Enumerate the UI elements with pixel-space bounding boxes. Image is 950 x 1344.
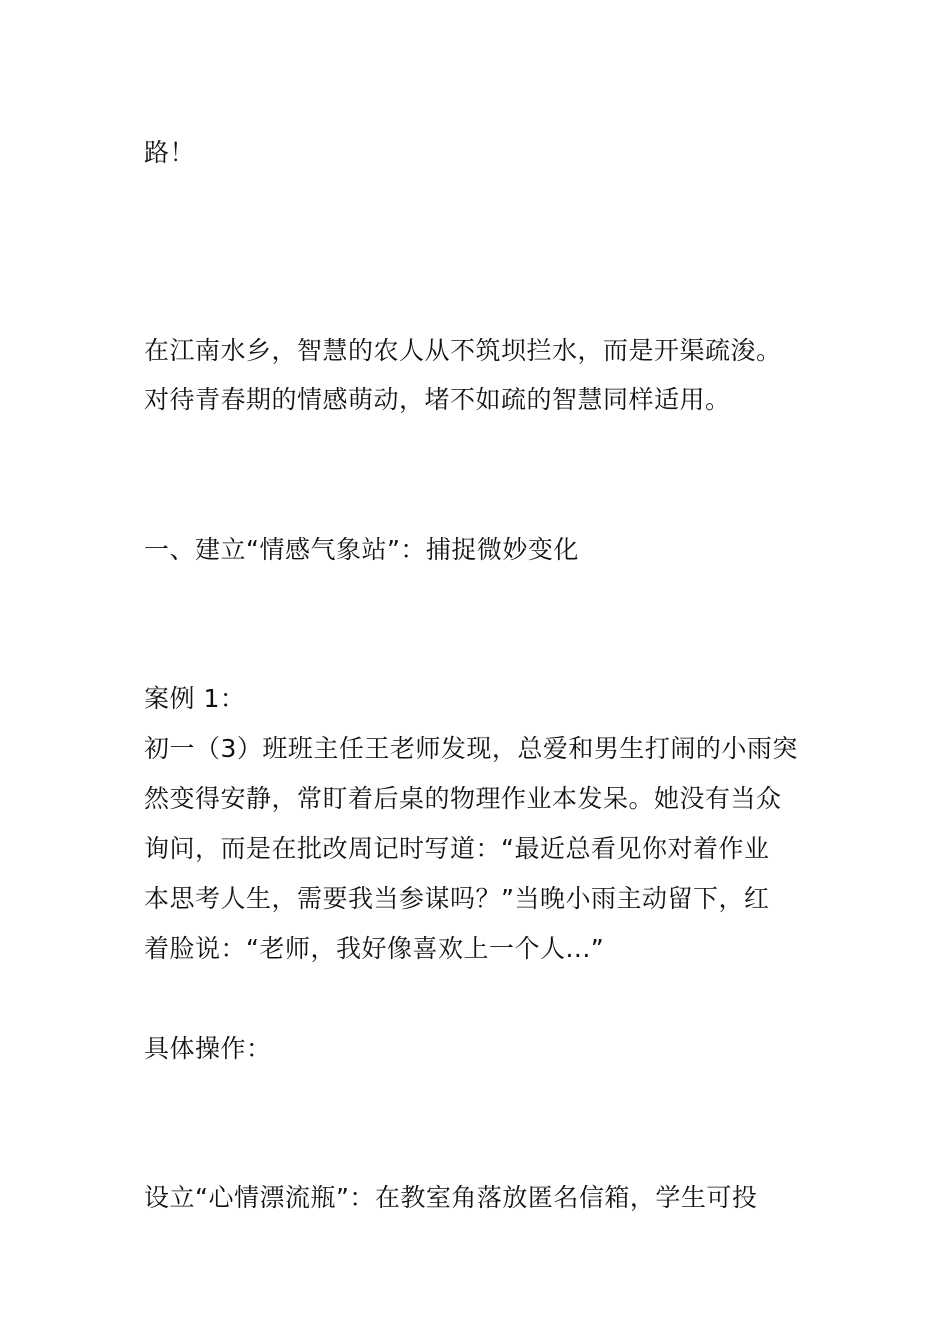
- paragraph-line: 对待青春期的情感萌动，堵不如疏的智慧同样适用。: [144, 385, 731, 414]
- paragraph-line: 着脸说：“老师，我好像喜欢上一个人...”: [144, 934, 605, 963]
- subheading: 具体操作：: [144, 1034, 272, 1063]
- paragraph-line: 本思考人生，需要我当参谋吗？”当晚小雨主动留下，红: [144, 884, 770, 913]
- paragraph-line: 在江南水乡，智慧的农人从不筑坝拦水，而是开渠疏浚。: [144, 336, 782, 365]
- paragraph-line: 然变得安静，常盯着后桌的物理作业本发呆。她没有当众: [144, 784, 782, 813]
- paragraph-line: 设立“心情漂流瓶”：在教室角落放匿名信箱，学生可投: [144, 1183, 758, 1212]
- paragraph-line: 路！: [144, 138, 196, 167]
- paragraph-line: 初一（3）班班主任王老师发现，总爱和男生打闹的小雨突: [144, 734, 798, 763]
- paragraph-line: 询问，而是在批改周记时写道：“最近总看见你对着作业: [144, 834, 770, 863]
- section-heading: 一、建立“情感气象站”：捕捉微妙变化: [144, 535, 579, 564]
- case-label: 案例 1：: [144, 684, 246, 713]
